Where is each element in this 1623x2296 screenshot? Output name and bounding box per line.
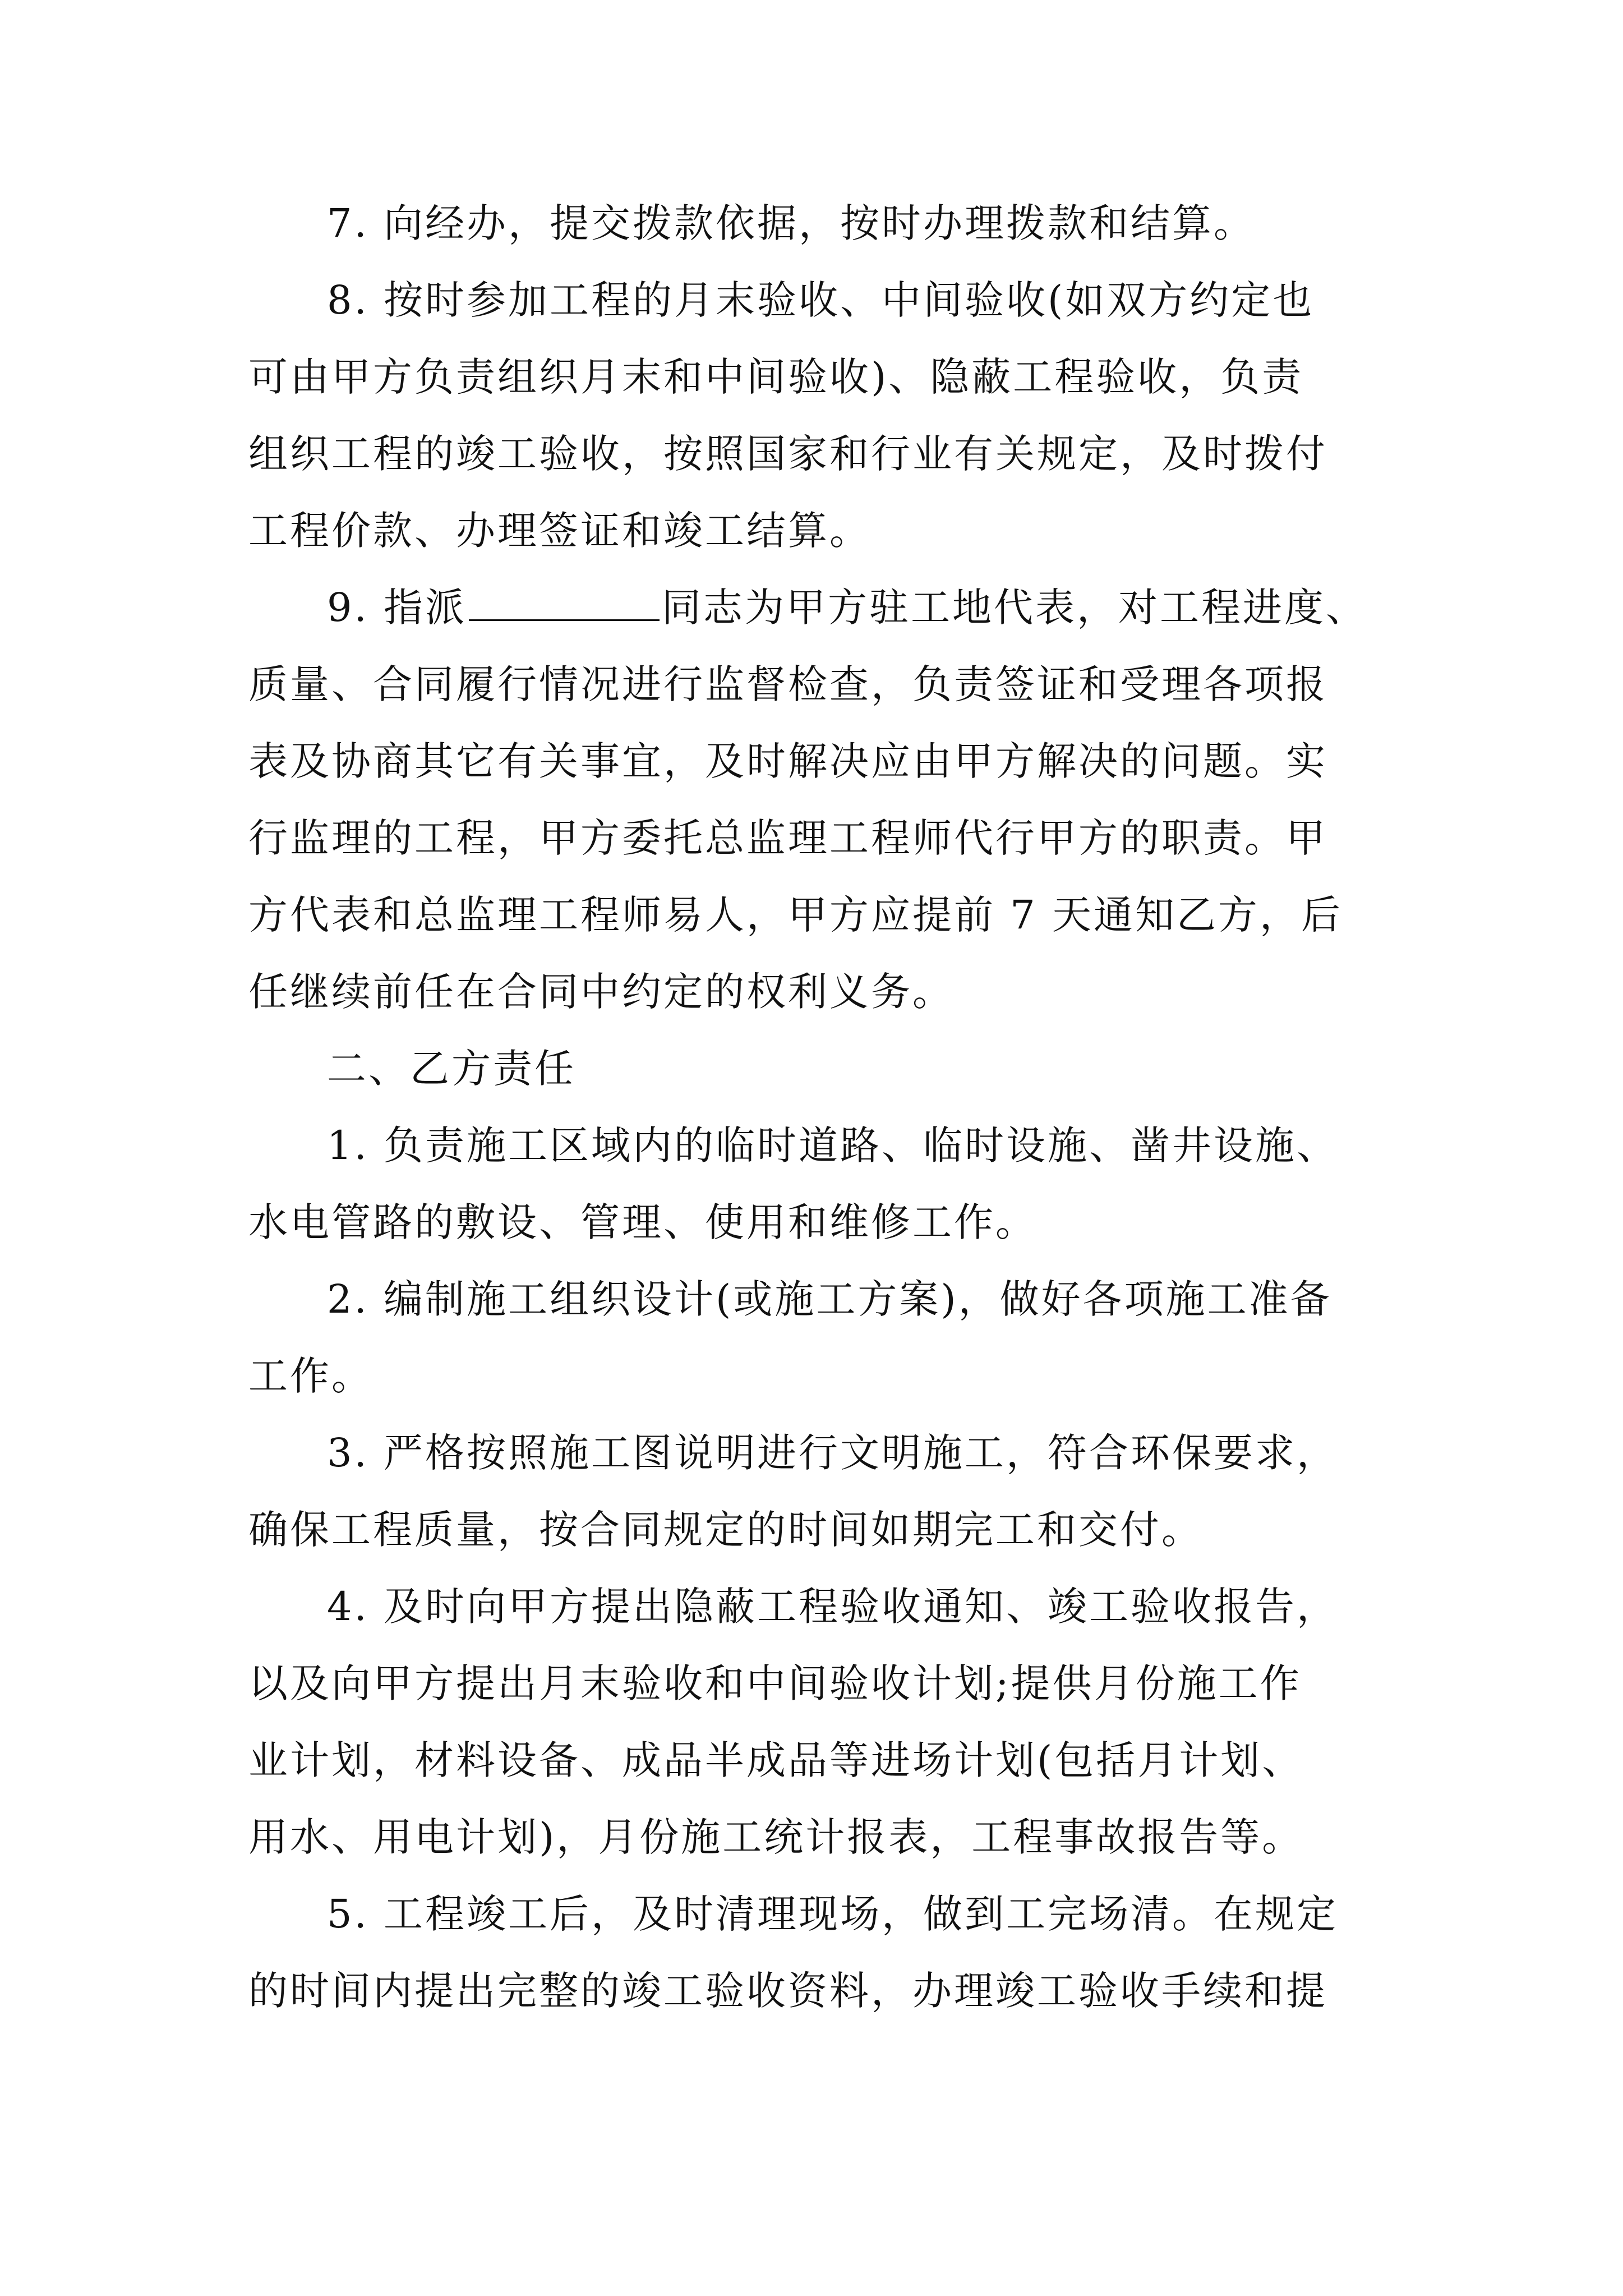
text-line: 表及协商其它有关事宜，及时解决应由甲方解决的问题。实	[248, 738, 1327, 784]
text-line: 可由甲方负责组织月末和中间验收)、隐蔽工程验收，负责	[248, 354, 1304, 400]
paragraph-b3	[248, 1415, 1376, 1568]
text-line: 1. 负责施工区域内的临时道路、临时设施、凿井设施、	[327, 1122, 1339, 1168]
section-heading	[248, 1030, 1376, 1107]
paragraph-8	[248, 262, 1376, 569]
text-line: 3. 严格按照施工图说明进行文明施工，符合环保要求，	[327, 1430, 1339, 1476]
paragraph-b5	[248, 1876, 1376, 2030]
paragraph-b1	[248, 1107, 1376, 1261]
text-line: 7. 向经办，提交拨款依据，按时办理拨款和结算。	[327, 200, 1256, 246]
document-body	[248, 185, 1376, 2030]
text-line: 4. 及时向甲方提出隐蔽工程验收通知、竣工验收报告，	[327, 1584, 1339, 1630]
text-line: 组织工程的竣工验收，按照国家和行业有关规定，及时拨付	[248, 431, 1327, 477]
paragraph-b2	[248, 1261, 1376, 1415]
fill-in-blank	[469, 580, 660, 621]
section-title: 二、乙方责任	[327, 1046, 576, 1092]
text-fragment: 9. 指派	[327, 585, 467, 631]
text-line: 方代表和总监理工程师易人，甲方应提前 7 天通知乙方，后	[248, 892, 1343, 938]
text-line: 水电管路的敷设、管理、使用和维修工作。	[248, 1199, 1037, 1245]
text-line: 质量、合同履行情况进行监督检查，负责签证和受理各项报	[248, 661, 1327, 707]
text-fragment: 同志为甲方驻工地代表，对工程进度、	[662, 585, 1368, 631]
text-line: 2. 编制施工组织设计(或施工方案)，做好各项施工准备	[327, 1276, 1332, 1322]
text-line: 任继续前任在合同中约定的权利义务。	[248, 969, 954, 1015]
text-line: 用水、用电计划)，月份施工统计报表，工程事故报告等。	[248, 1814, 1304, 1860]
text-line: 以及向甲方提出月末验收和中间验收计划;提供月份施工作	[248, 1660, 1302, 1706]
paragraph-7	[248, 185, 1376, 262]
text-line: 工程价款、办理签证和竣工结算。	[248, 508, 871, 554]
text-line: 工作。	[248, 1353, 373, 1399]
text-line: 确保工程质量，按合同规定的时间如期完工和交付。	[248, 1507, 1203, 1553]
text-line: 业计划，材料设备、成品半成品等进场计划(包括月计划、	[248, 1737, 1304, 1783]
text-line: 8. 按时参加工程的月末验收、中间验收(如双方约定也	[327, 277, 1315, 323]
text-line: 行监理的工程，甲方委托总监理工程师代行甲方的职责。甲	[248, 815, 1327, 861]
text-line	[248, 569, 1376, 646]
text-line: 的时间内提出完整的竣工验收资料，办理竣工验收手续和提	[248, 1968, 1327, 2014]
paragraph-9	[248, 569, 1376, 1030]
paragraph-b4	[248, 1568, 1376, 1876]
text-line: 5. 工程竣工后，及时清理现场，做到工完场清。在规定	[327, 1891, 1339, 1937]
